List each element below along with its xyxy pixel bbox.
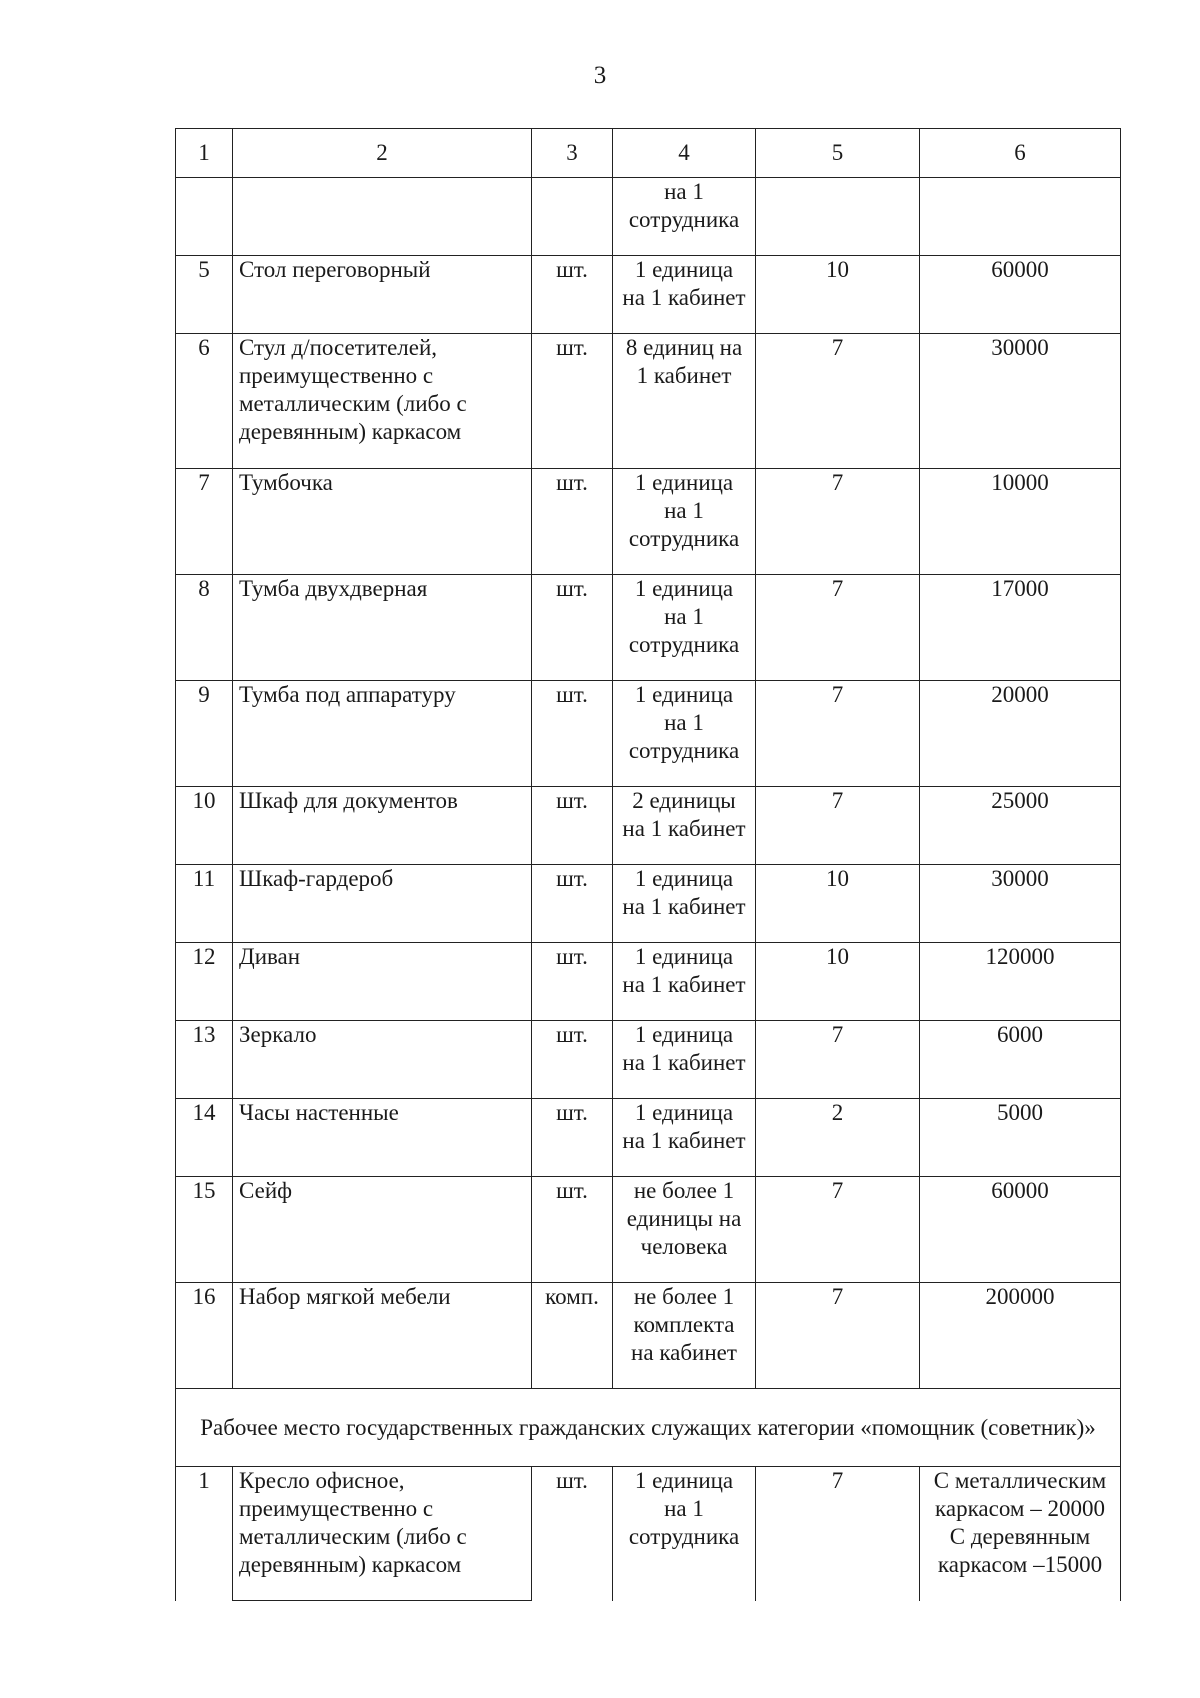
price-cell: 30000 xyxy=(920,334,1121,469)
num-cell: 6 xyxy=(176,334,233,469)
name-cell: Стул д/посетителей, преимущественно с металлическим (либо с деревянным) каркасом xyxy=(233,334,532,469)
table-row xyxy=(176,943,1121,1021)
price-cell: 30000 xyxy=(920,865,1121,943)
term-cell: 7 xyxy=(756,1467,920,1601)
furniture-norms-table xyxy=(175,128,1121,1601)
price-cell: 60000 xyxy=(920,256,1121,334)
norm-cell: 1 единица на 1 сотрудника xyxy=(613,575,756,681)
norm-cell: на 1 сотрудника xyxy=(613,178,756,256)
price-cell: 120000 xyxy=(920,943,1121,1021)
table-row xyxy=(176,469,1121,575)
continuation-row xyxy=(176,178,1121,256)
unit-cell: шт. xyxy=(532,334,613,469)
column-number-cell: 2 xyxy=(233,129,532,178)
term-cell: 10 xyxy=(756,943,920,1021)
norm-cell: 1 единица на 1 кабинет xyxy=(613,1021,756,1099)
num-cell: 16 xyxy=(176,1283,233,1389)
unit-cell: шт. xyxy=(532,787,613,865)
term-cell: 10 xyxy=(756,865,920,943)
norm-cell: 1 единица на 1 кабинет xyxy=(613,1099,756,1177)
term-cell: 2 xyxy=(756,1099,920,1177)
num-cell: 10 xyxy=(176,787,233,865)
table-row xyxy=(176,681,1121,787)
price-cell: 6000 xyxy=(920,1021,1121,1099)
table-row xyxy=(176,1021,1121,1099)
table-row xyxy=(176,1283,1121,1389)
num-cell xyxy=(176,178,233,256)
price-cell: 200000 xyxy=(920,1283,1121,1389)
name-cell: Тумбочка xyxy=(233,469,532,575)
unit-cell: шт. xyxy=(532,681,613,787)
name-cell: Стол переговорный xyxy=(233,256,532,334)
unit-cell: шт. xyxy=(532,1177,613,1283)
unit-cell: шт. xyxy=(532,865,613,943)
table-row xyxy=(176,1467,1121,1601)
term-cell xyxy=(756,178,920,256)
norm-cell: 1 единица на 1 сотрудника xyxy=(613,681,756,787)
name-cell: Шкаф для документов xyxy=(233,787,532,865)
table-row xyxy=(176,1177,1121,1283)
num-cell: 7 xyxy=(176,469,233,575)
table-row xyxy=(176,865,1121,943)
norm-cell: не более 1 комплекта на кабинет xyxy=(613,1283,756,1389)
norm-cell: 1 единица на 1 сотрудника xyxy=(613,469,756,575)
term-cell: 7 xyxy=(756,787,920,865)
price-cell: 20000 xyxy=(920,681,1121,787)
column-number-cell: 3 xyxy=(532,129,613,178)
num-cell: 8 xyxy=(176,575,233,681)
term-cell: 7 xyxy=(756,1283,920,1389)
norm-cell: 1 единица на 1 кабинет xyxy=(613,943,756,1021)
column-number-cell: 6 xyxy=(920,129,1121,178)
column-number-cell: 4 xyxy=(613,129,756,178)
norm-cell: 1 единица на 1 кабинет xyxy=(613,256,756,334)
table-row xyxy=(176,787,1121,865)
price-cell: 5000 xyxy=(920,1099,1121,1177)
table-row xyxy=(176,334,1121,469)
num-cell: 15 xyxy=(176,1177,233,1283)
num-cell: 11 xyxy=(176,865,233,943)
name-cell: Диван xyxy=(233,943,532,1021)
column-number-cell: 1 xyxy=(176,129,233,178)
section-header-row xyxy=(176,1389,1121,1467)
unit-cell: шт. xyxy=(532,943,613,1021)
price-cell xyxy=(920,178,1121,256)
price-cell: С металлическим каркасом – 20000 С деревянным каркасом –15000 xyxy=(920,1467,1121,1601)
term-cell: 7 xyxy=(756,1177,920,1283)
num-cell: 1 xyxy=(176,1467,233,1601)
unit-cell: комп. xyxy=(532,1283,613,1389)
unit-cell: шт. xyxy=(532,469,613,575)
name-cell: Набор мягкой мебели xyxy=(233,1283,532,1389)
name-cell: Часы настенные xyxy=(233,1099,532,1177)
unit-cell: шт. xyxy=(532,575,613,681)
name-cell: Зеркало xyxy=(233,1021,532,1099)
section-title: Рабочее место государственных гражданских служащих категории «помощник (советник)» xyxy=(176,1389,1121,1467)
num-cell: 13 xyxy=(176,1021,233,1099)
column-number-row xyxy=(176,129,1121,178)
norm-cell: 1 единица на 1 кабинет xyxy=(613,865,756,943)
num-cell: 9 xyxy=(176,681,233,787)
name-cell xyxy=(233,178,532,256)
price-cell: 10000 xyxy=(920,469,1121,575)
unit-cell: шт. xyxy=(532,1021,613,1099)
name-cell: Шкаф-гардероб xyxy=(233,865,532,943)
price-cell: 25000 xyxy=(920,787,1121,865)
page-number: 3 xyxy=(593,62,607,89)
norm-cell: 2 единицы на 1 кабинет xyxy=(613,787,756,865)
table-row xyxy=(176,256,1121,334)
name-cell: Тумба двухдверная xyxy=(233,575,532,681)
num-cell: 14 xyxy=(176,1099,233,1177)
norm-cell: 8 единиц на 1 кабинет xyxy=(613,334,756,469)
table-row xyxy=(176,1099,1121,1177)
table-row xyxy=(176,575,1121,681)
term-cell: 10 xyxy=(756,256,920,334)
price-cell: 60000 xyxy=(920,1177,1121,1283)
norm-cell: 1 единица на 1 сотрудника xyxy=(613,1467,756,1601)
term-cell: 7 xyxy=(756,1021,920,1099)
price-cell: 17000 xyxy=(920,575,1121,681)
name-cell: Тумба под аппаратуру xyxy=(233,681,532,787)
term-cell: 7 xyxy=(756,469,920,575)
term-cell: 7 xyxy=(756,575,920,681)
term-cell: 7 xyxy=(756,334,920,469)
term-cell: 7 xyxy=(756,681,920,787)
num-cell: 5 xyxy=(176,256,233,334)
name-cell: Кресло офисное, преимущественно с металлическим (либо с деревянным) каркасом xyxy=(233,1467,532,1601)
column-number-cell: 5 xyxy=(756,129,920,178)
name-cell: Сейф xyxy=(233,1177,532,1283)
num-cell: 12 xyxy=(176,943,233,1021)
unit-cell xyxy=(532,178,613,256)
unit-cell: шт. xyxy=(532,256,613,334)
norm-cell: не более 1 единицы на человека xyxy=(613,1177,756,1283)
unit-cell: шт. xyxy=(532,1467,613,1601)
unit-cell: шт. xyxy=(532,1099,613,1177)
